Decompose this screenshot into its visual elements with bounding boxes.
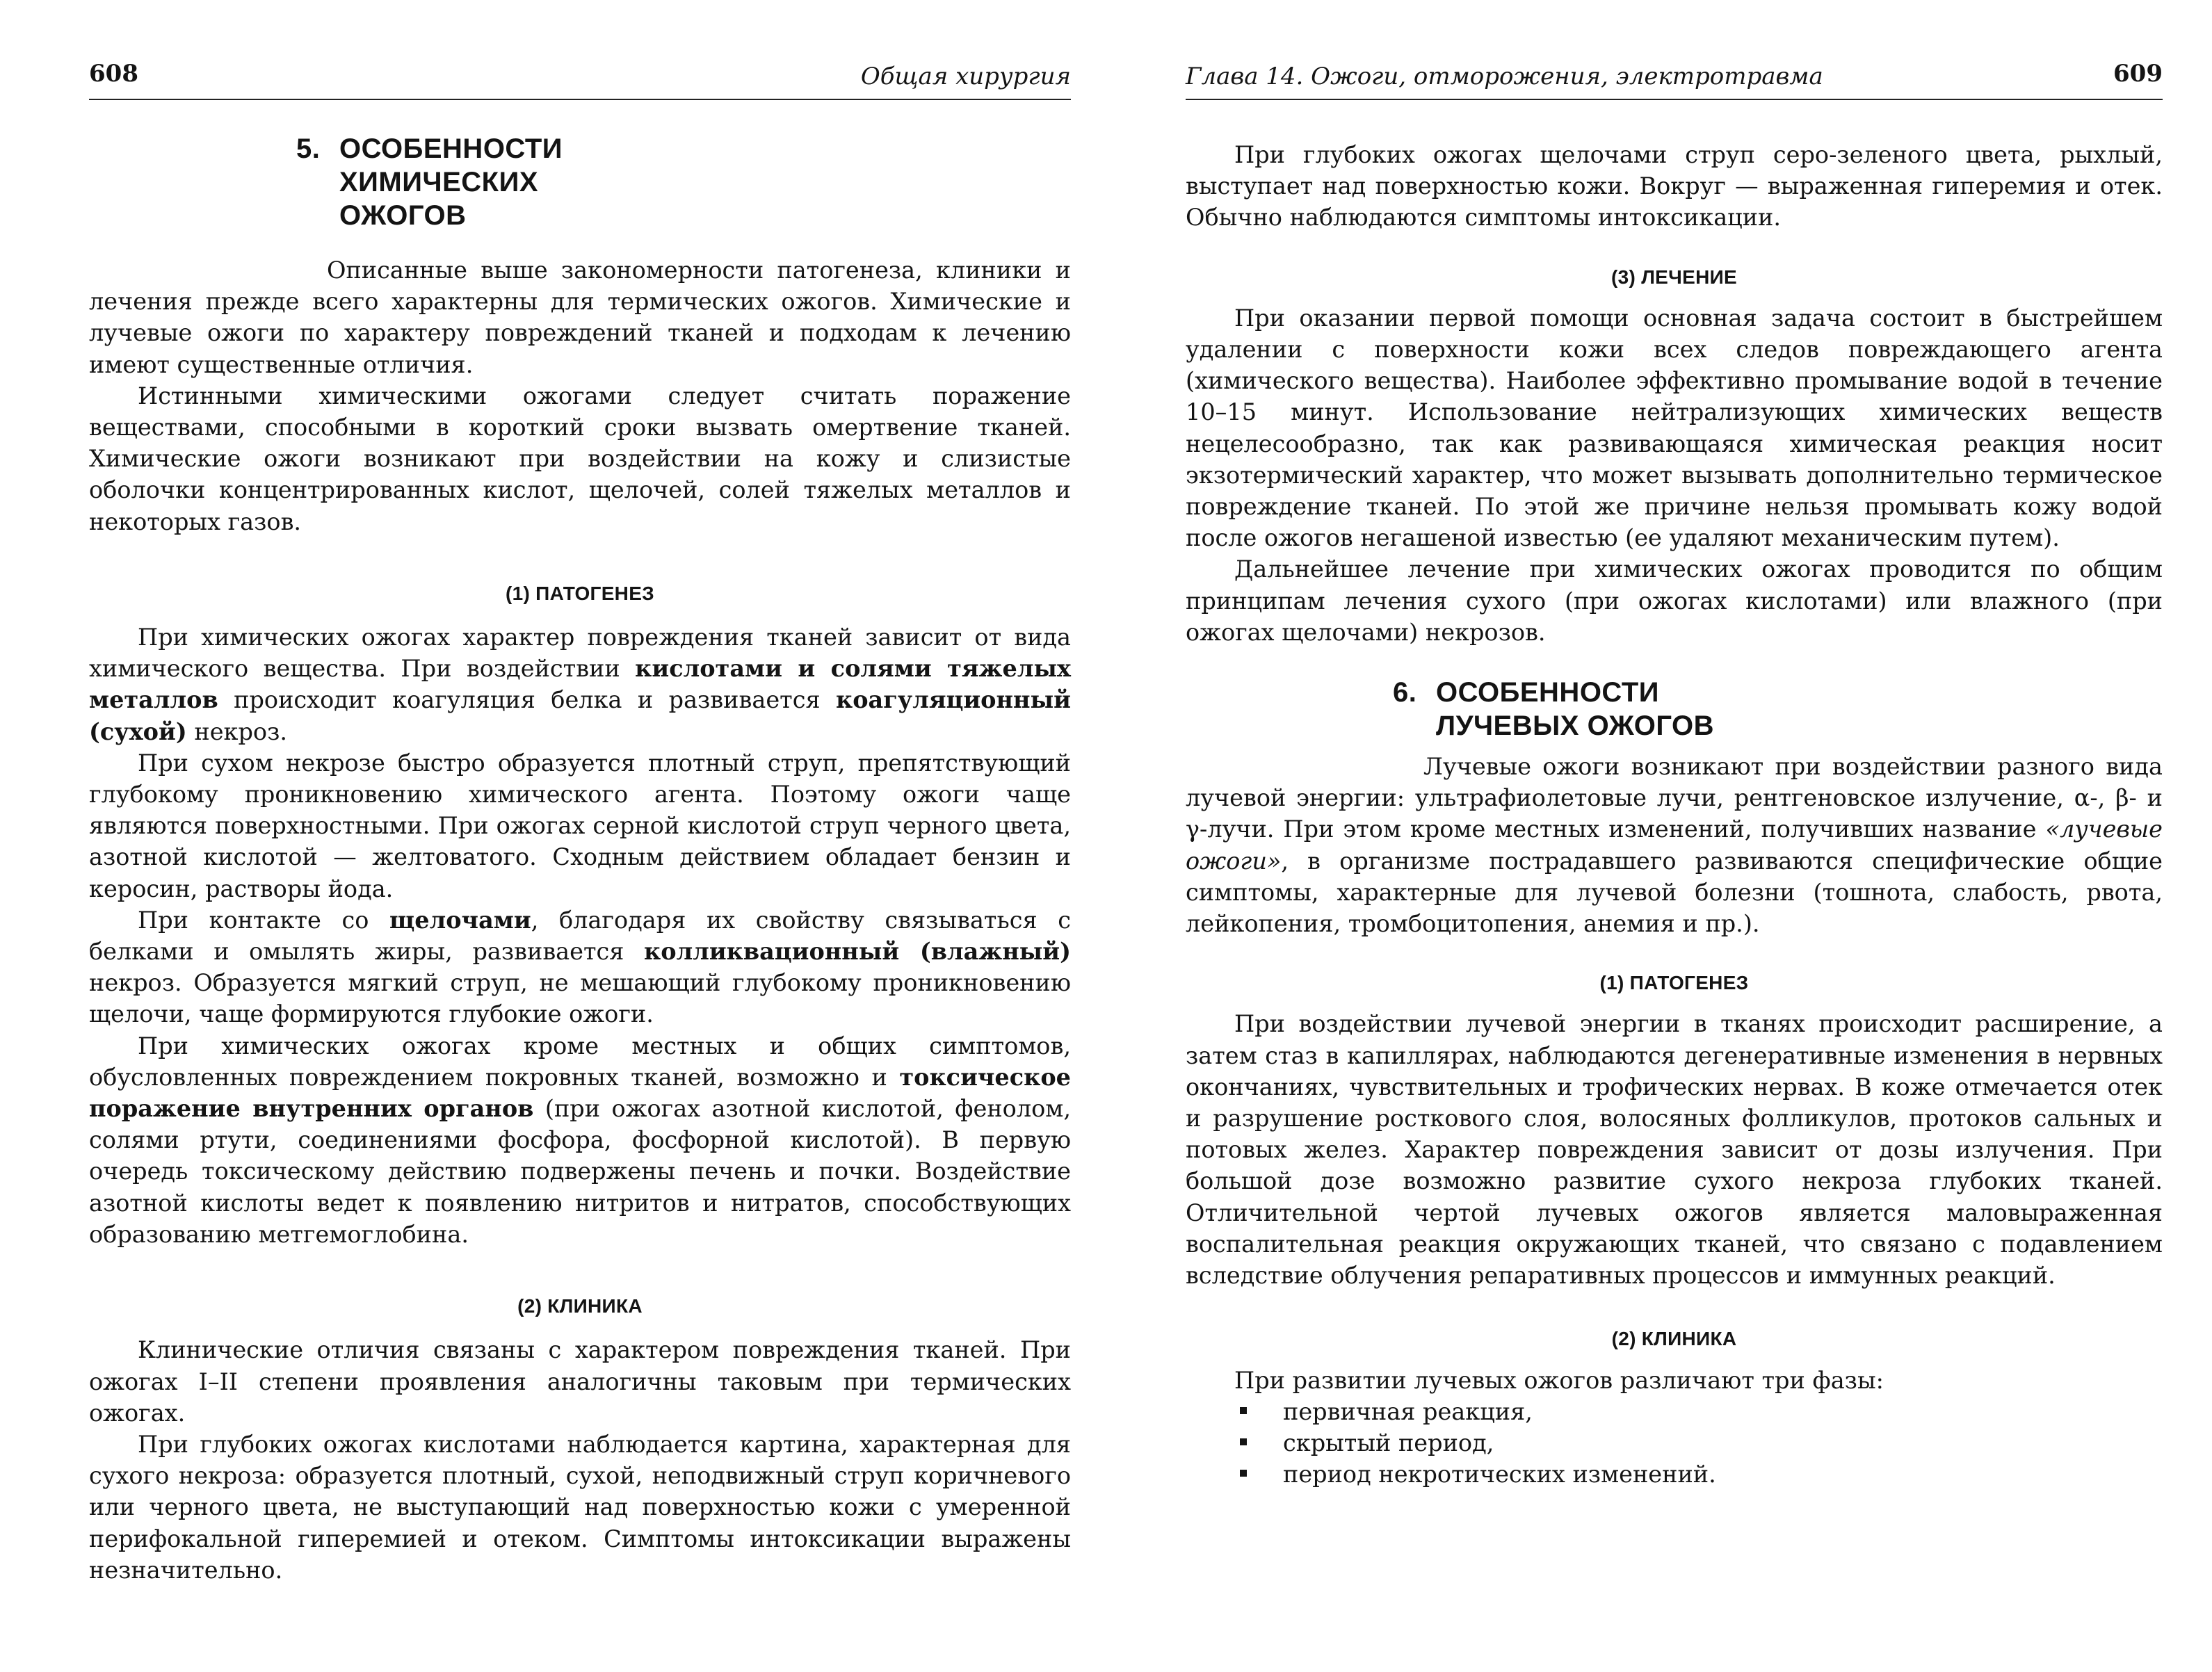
bold-term: токсическое поражение внутренних органов bbox=[89, 1063, 1071, 1123]
section-title-line: ОСОБЕННОСТИ bbox=[1436, 677, 1660, 708]
paragraph: При глубоких ожогах кислотами наблюдается картина, характерная для сухого некроза: образуется плотный, сухой, неподвижный струп коричневого или черного цвета, не выступающий над поверхностью кожи с умеренной перифокальной гиперемией и отеком. Симптомы интоксикации выражены незначительно. bbox=[89, 1430, 1071, 1584]
section-title-line: ОЖОГОВ bbox=[339, 200, 467, 231]
text-run: Лучевые ожоги возникают при воздействии разного вида лучевой энергии: ультрафиолетовые лучи, рентгеновское излучение, α-, β- и γ-лучи. При этом кроме местных изменений, получивших название bbox=[1186, 753, 2163, 843]
paragraph: Дальнейшее лечение при химических ожогах проводится по общим принципам лечения сухого (при ожогах кислотами) или влажного (при ожогах щелочами) некрозов. bbox=[1186, 555, 2163, 646]
section-number: 6. bbox=[1393, 677, 1417, 708]
paragraph: Истинными химическими ожогами следует считать поражение веществами, способными в короткий сроки вызвать омертвение тканей. Химические ожоги возникают при воздействии на кожу и слизистые оболочки концентрированных кислот, щелочей, солей тяжелых металлов и некоторых газов. bbox=[89, 382, 1071, 535]
section-title-radiation-burns bbox=[1393, 676, 2163, 742]
paragraph: При развитии лучевых ожогов различают три фазы: bbox=[1234, 1366, 1884, 1394]
paragraph: Описанные выше закономерности патогенеза, клиники и лечения прежде всего характерны для термических ожогов. Химические и лучевые ожоги по характеру повреждений тканей и подходам к лечению имеют существенные отличия. bbox=[89, 257, 1071, 378]
paragraph bbox=[89, 1030, 1071, 1250]
section-title-line: ХИМИЧЕСКИХ bbox=[339, 167, 539, 197]
paragraph bbox=[89, 622, 1071, 747]
list-item: период некротических изменений. bbox=[1186, 1459, 2163, 1490]
text-run: При контакте со bbox=[138, 906, 390, 934]
subheading-pathogenesis: (1) ПАТОГЕНЕЗ bbox=[1599, 972, 1749, 994]
page-number: 608 bbox=[89, 60, 138, 88]
subheading-clinic: (2) КЛИНИКА bbox=[517, 1295, 643, 1317]
section-title-line: ОСОБЕННОСТИ bbox=[339, 133, 563, 164]
text-run: (при ожогах азотной кислотой, фенолом, солями ртути, соединениями фосфора, фосфорной кислотой). В первую очередь токсическому действию подвержены печень и почки. Воздействие азотной кислоты ведет к появлению нитритов и нитратов, способствующих образованию метгемоглобина. bbox=[89, 1095, 1071, 1248]
list-item: скрытый период, bbox=[1186, 1427, 2163, 1459]
text-run: При химических ожогах кроме местных и общих симптомов, обусловленных повреждением покровных тканей, возможно и bbox=[89, 1032, 1071, 1091]
paragraph: При глубоких ожогах щелочами струп серо-зеленого цвета, рыхлый, выступает над поверхностью кожи. Вокруг — выраженная гиперемия и отек. Обычно наблюдаются симптомы интоксикации. bbox=[1186, 141, 2163, 232]
list-item: первичная реакция, bbox=[1186, 1396, 2163, 1427]
subheading-treatment: (3) ЛЕЧЕНИЕ bbox=[1611, 266, 1737, 288]
phase-list bbox=[1186, 1396, 2163, 1491]
paragraph bbox=[1186, 751, 2163, 939]
text-run: происходит коагуляция белка и развивается bbox=[218, 686, 836, 714]
paragraph: При сухом некрозе быстро образуется плотный струп, препятствующий глубокому проникновению химического агента. Поэтому ожоги чаще являются поверхностными. При ожогах серной кислотой струп черного цвета, азотной кислотой — желтоватого. Сходным действием обладает бензин и керосин, растворы йода. bbox=[89, 749, 1071, 902]
right-page-body bbox=[1186, 131, 2163, 1490]
text-run: некроз. bbox=[186, 717, 287, 745]
section-title-line: ЛУЧЕВЫХ ОЖОГОВ bbox=[1436, 711, 1715, 742]
left-page-header bbox=[89, 57, 1071, 100]
section-title-chemical-burns bbox=[296, 132, 1071, 232]
right-page-header bbox=[1186, 57, 2163, 100]
subheading-pathogenesis: (1) ПАТОГЕНЕЗ bbox=[505, 582, 655, 604]
text-run: некроз. Образуется мягкий струп, не мешающий глубокому проникновению щелочи, чаще формируются глубокие ожоги. bbox=[89, 969, 1071, 1028]
paragraph: При воздействии лучевой энергии в тканях происходит расширение, а затем стаз в капиллярах, наблюдаются дегенеративные изменения в нервных окончаниях, чувствительных и трофических нервах. В коже отмечается отек и разрушение росткового слоя, волосяных фолликулов, протоков сальных и потовых желез. Характер повреждения зависит от дозы излучения. При большой дозе возможно развитие сухого некроза глубоких тканей. Отличительной чертой лучевых ожогов является маловыраженная воспалительная реакция окружающих тканей, что связано с подавлением вследствие облучения репаративных процессов и иммунных реакций. bbox=[1186, 1010, 2163, 1290]
bold-term: колликвационный (влажный) bbox=[644, 938, 1071, 966]
paragraph: При оказании первой помощи основная задача состоит в быстрейшем удалении с поверхности кожи всех следов повреждающего агента (химического вещества). Наиболее эффективно промывание водой в течение 10–15 минут. Использование нейтрализующих химических веществ нецелесообразно, так как развивающаяся химическая реакция носит экзотермический характер, что может вызывать дополнительно термическое повреждение тканей. По этой же причине нельзя промывать кожу водой после ожогов негашеной известью (ее удаляют механическим путем). bbox=[1186, 304, 2163, 552]
bold-term: кислотами и солями тяжелых металлов bbox=[89, 655, 1071, 714]
section-number: 5. bbox=[296, 133, 321, 164]
bold-term: коагуляционный (сухой) bbox=[89, 686, 1071, 745]
left-page-body bbox=[89, 131, 1071, 1586]
text-run: При химических ожогах характер повреждения тканей зависит от вида химического вещества. При воздействии bbox=[89, 624, 1071, 683]
text-run: , в организме пострадавшего развиваются специфические общие симптомы, характерные для лучевой болезни (тошнота, слабость, рвота, лейкопения, тромбоцитопения, анемия и пр.). bbox=[1186, 847, 2163, 938]
paragraph bbox=[89, 904, 1071, 1030]
bold-term: щелочами bbox=[389, 906, 531, 934]
text-run: , благодаря их свойству связываться с белками и омылять жиры, развивается bbox=[89, 906, 1071, 966]
italic-term: «лучевые ожоги» bbox=[1186, 815, 2163, 875]
right-page bbox=[1106, 0, 2212, 1672]
running-head: Общая хирургия bbox=[860, 63, 1071, 90]
running-head: Глава 14. Ожоги, отморожения, электротравма bbox=[1186, 63, 1823, 90]
paragraph: Клинические отличия связаны с характером повреждения тканей. При ожогах I–II степени проявления аналогичны таковым при термических ожогах. bbox=[89, 1336, 1071, 1427]
subheading-clinic: (2) КЛИНИКА bbox=[1611, 1328, 1737, 1350]
page-number: 609 bbox=[2113, 60, 2163, 88]
